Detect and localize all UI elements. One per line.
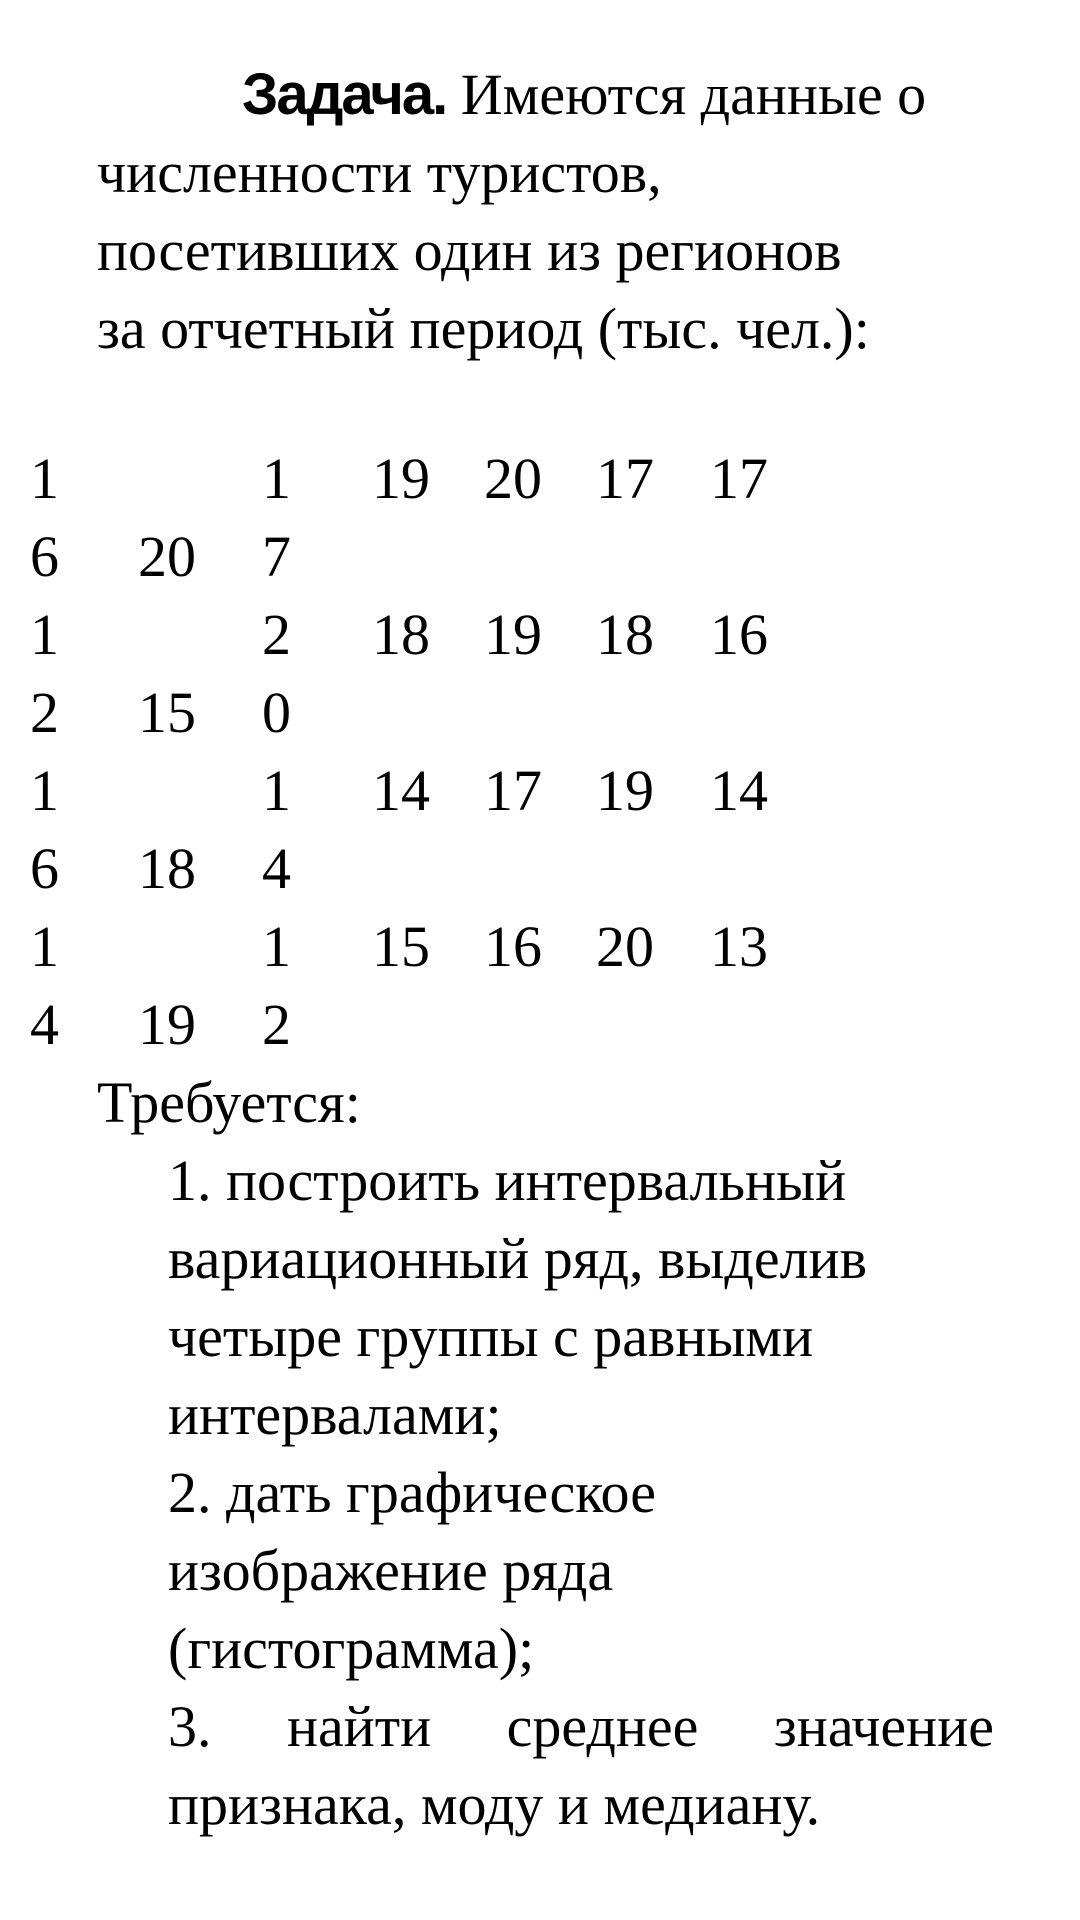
data-cell: 18 <box>138 836 196 901</box>
data-row <box>0 440 800 518</box>
tourist-data-table <box>0 440 800 1064</box>
data-cell: 20 <box>596 914 654 979</box>
data-cell: 19 <box>596 758 654 823</box>
data-cell: 2 <box>262 602 291 667</box>
data-cell: 7 <box>262 524 291 589</box>
requirement-3-line-2: признака, моду и медиану. <box>168 1772 821 1837</box>
data-cell: 16 <box>710 602 768 667</box>
task-intro-line-2: численности туристов, <box>97 140 662 205</box>
requirement-3-line-1 <box>168 1688 994 1766</box>
data-cell: 4 <box>262 836 291 901</box>
requirement-3-word: 3. <box>168 1694 212 1759</box>
data-cell: 15 <box>372 914 430 979</box>
data-cell: 6 <box>30 524 59 589</box>
data-cell: 14 <box>372 758 430 823</box>
requirement-1-line-1: 1. построить интервальный <box>168 1148 847 1213</box>
data-cell: 0 <box>262 680 291 745</box>
task-intro-text-1: Имеются данные о <box>460 62 927 127</box>
requirement-2-line-3: (гистограмма); <box>168 1616 535 1681</box>
data-cell: 15 <box>138 680 196 745</box>
data-cell: 1 <box>30 758 59 823</box>
requirements-list <box>168 1142 994 1844</box>
data-cell: 2 <box>30 680 59 745</box>
task-intro <box>97 56 1037 368</box>
data-row <box>0 986 800 1064</box>
data-cell: 4 <box>30 992 59 1057</box>
data-cell: 19 <box>138 992 196 1057</box>
data-row <box>0 518 800 596</box>
data-cell: 17 <box>596 446 654 511</box>
data-cell: 16 <box>484 914 542 979</box>
data-cell: 1 <box>30 914 59 979</box>
data-cell: 1 <box>30 446 59 511</box>
data-cell: 1 <box>262 914 291 979</box>
task-intro-line-1 <box>97 56 1037 134</box>
data-cell: 1 <box>262 446 291 511</box>
task-intro-line-4: за отчетный период (тыс. чел.): <box>97 296 870 361</box>
data-cell: 20 <box>484 446 542 511</box>
data-cell: 19 <box>484 602 542 667</box>
requirement-3-word: найти <box>286 1694 432 1759</box>
data-cell: 18 <box>596 602 654 667</box>
data-row <box>0 596 800 674</box>
data-cell: 20 <box>138 524 196 589</box>
data-cell: 17 <box>710 446 768 511</box>
requirement-1-line-4: интервалами; <box>168 1382 502 1447</box>
data-cell: 1 <box>30 602 59 667</box>
requirement-3-word: значение <box>773 1694 994 1759</box>
data-row <box>0 674 800 752</box>
data-row <box>0 752 800 830</box>
requirement-2-line-2: изображение ряда <box>168 1538 614 1603</box>
data-cell: 1 <box>262 758 291 823</box>
requirement-1-line-3: четыре группы с равными <box>168 1304 814 1369</box>
data-row <box>0 908 800 986</box>
requirement-1-line-2: вариационный ряд, выделив <box>168 1226 867 1291</box>
data-cell: 13 <box>710 914 768 979</box>
task-intro-line-3: посетивших один из регионов <box>97 218 842 283</box>
data-cell: 6 <box>30 836 59 901</box>
data-cell: 19 <box>372 446 430 511</box>
task-lead: Задача. <box>242 62 447 127</box>
data-cell: 17 <box>484 758 542 823</box>
data-cell: 14 <box>710 758 768 823</box>
requirement-3-word: среднее <box>506 1694 699 1759</box>
data-cell: 2 <box>262 992 291 1057</box>
data-row <box>0 830 800 908</box>
data-cell: 18 <box>372 602 430 667</box>
requirement-2-line-1: 2. дать графическое <box>168 1460 656 1525</box>
requirements-heading: Требуется: <box>97 1070 361 1135</box>
